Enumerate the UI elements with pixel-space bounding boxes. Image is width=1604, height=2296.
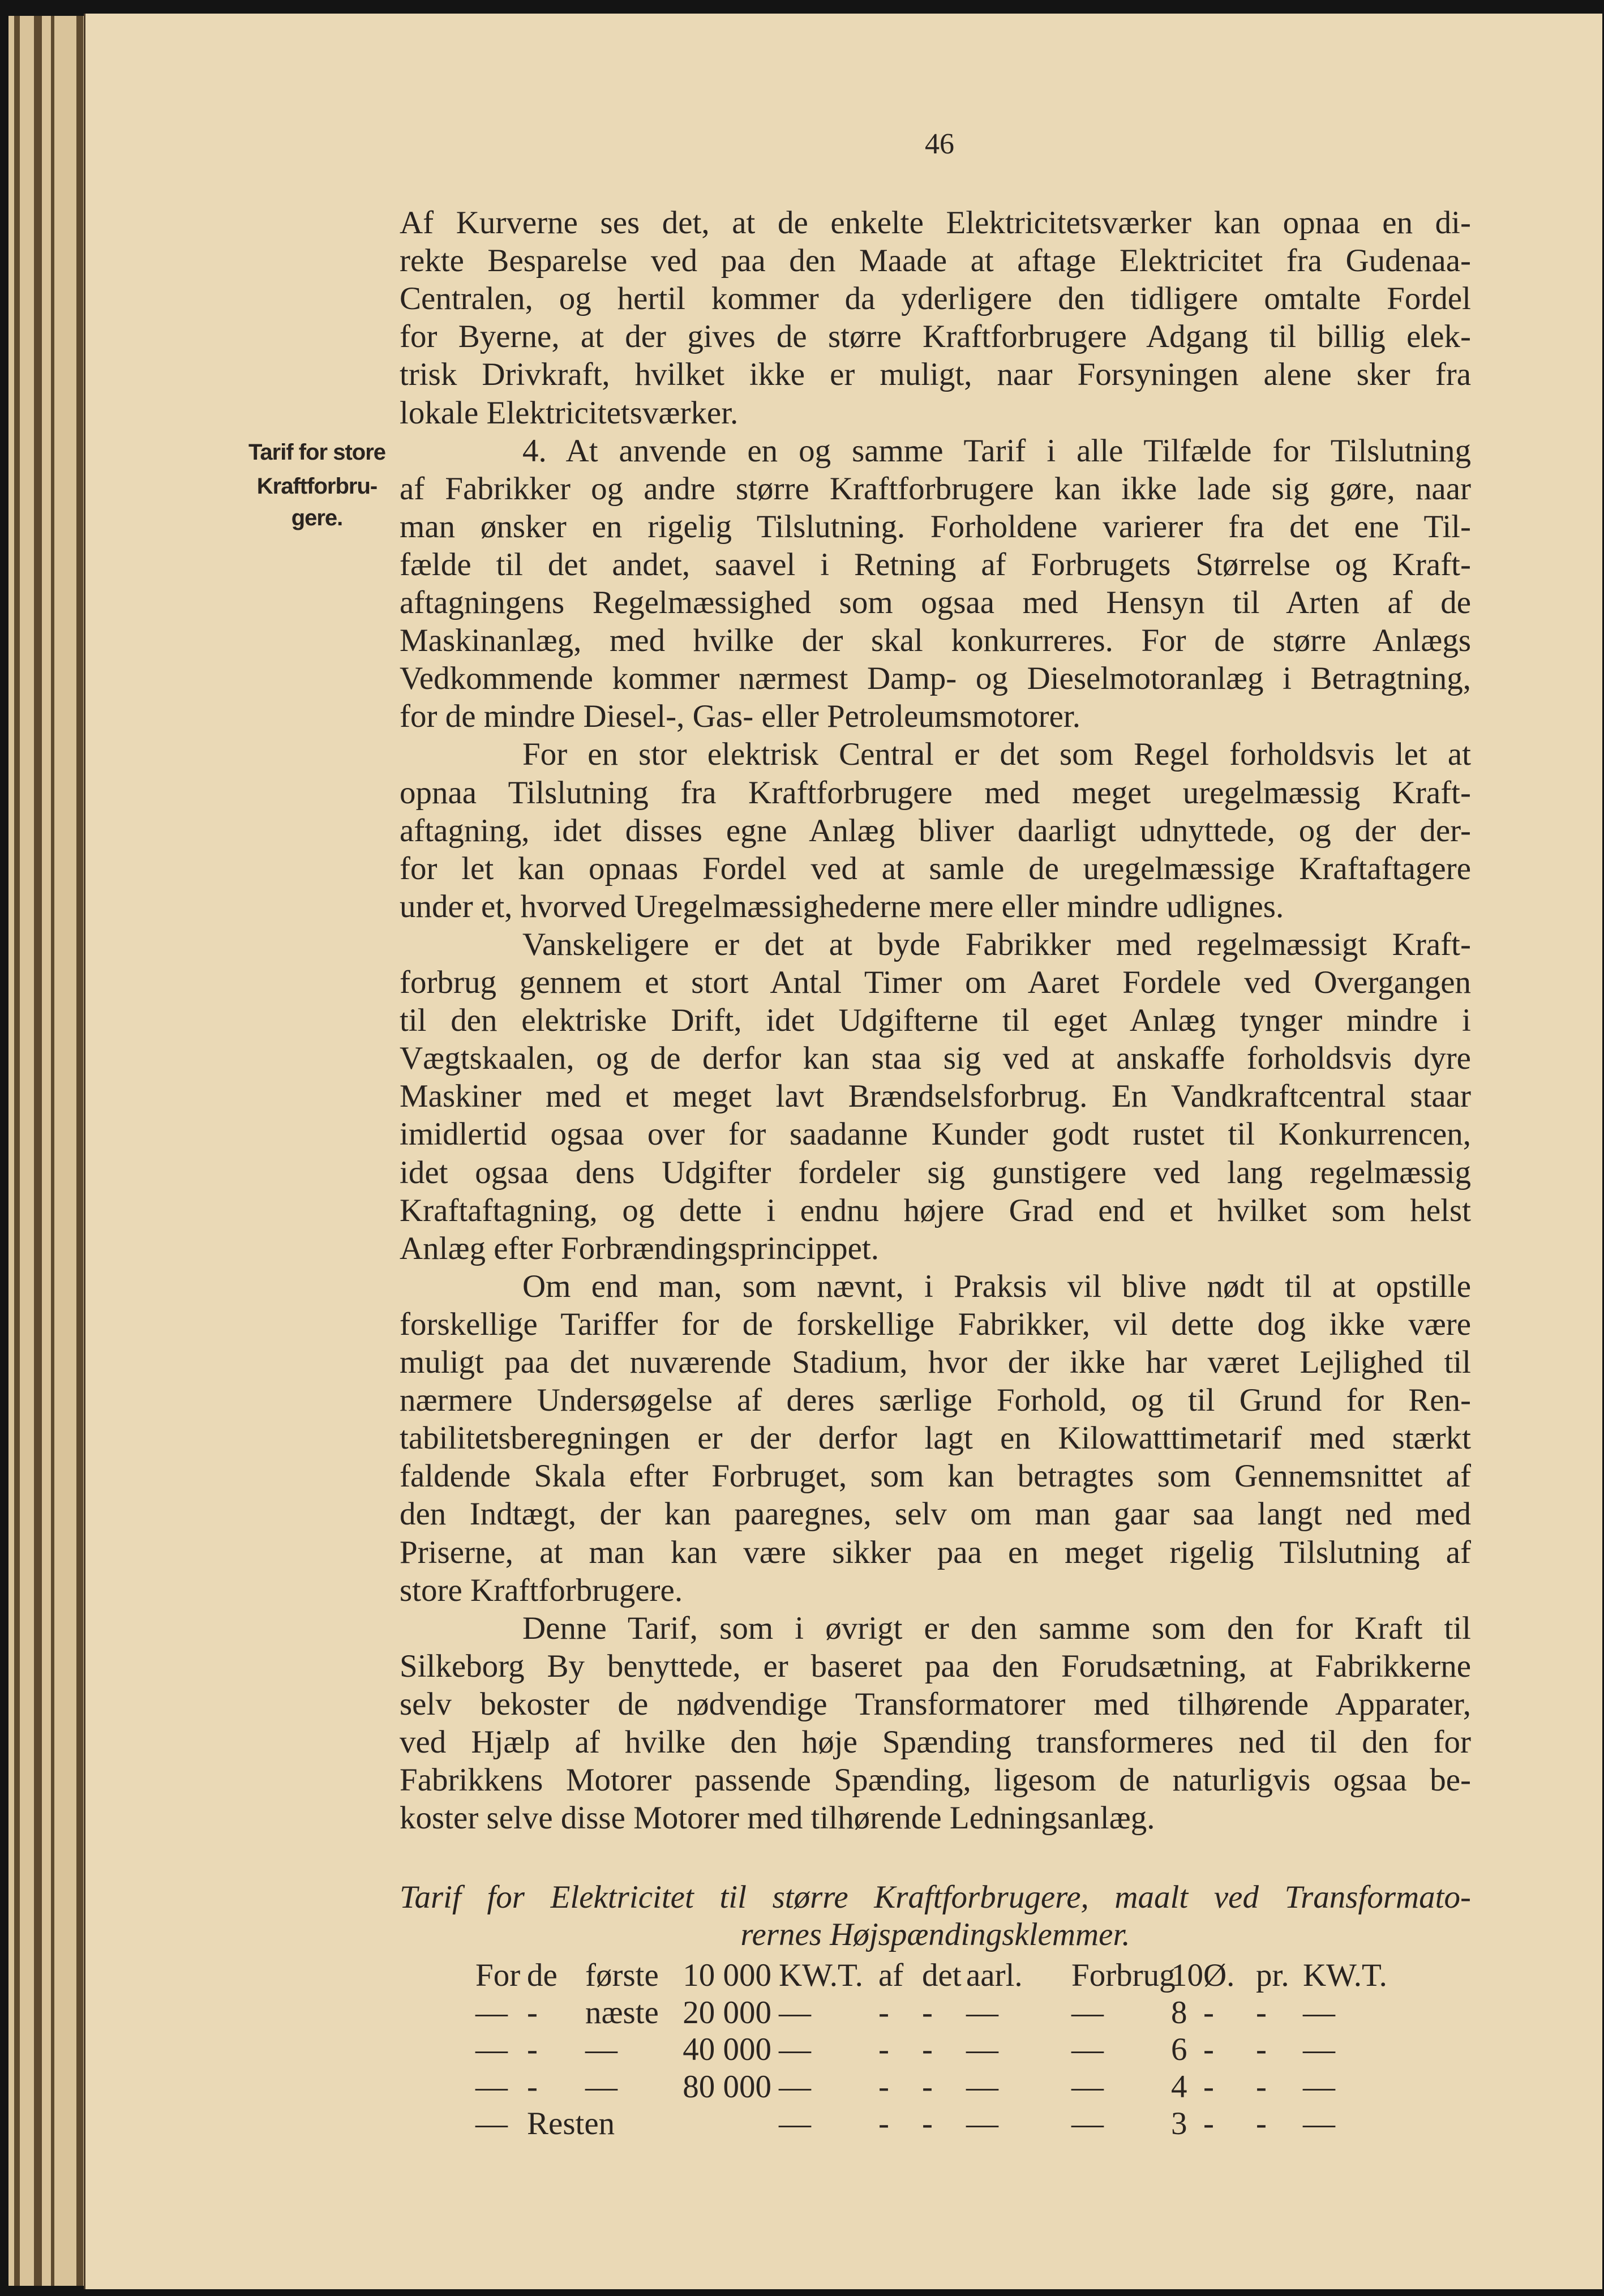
table-cell: — [966, 2032, 998, 2067]
margin-note-line: Tarif for store [248, 440, 386, 465]
table-cell: det [922, 1957, 962, 1993]
table-cell: - [878, 2068, 889, 2105]
table-cell: - [1256, 2106, 1267, 2141]
text-line: for Byerne, at der gives de større Kraftforbrugere Adgang til billig elek- [400, 319, 1471, 355]
table-cell: — [779, 1994, 811, 2031]
text-line: under et, hvorved Uregelmæssighederne mere eller mindre udlignes. [400, 888, 1284, 924]
table-cell: - [1256, 2068, 1267, 2105]
text-line: Vedkommende kommer nærmest Damp- og Dieselmotoranlæg i Betragtning, [400, 661, 1471, 697]
table-cell: næste [585, 1994, 659, 2031]
table-cell: — [475, 2068, 508, 2105]
table-cell: — [1303, 2068, 1335, 2105]
table-cell: KW.T. [779, 1957, 863, 1993]
table-cell: — [585, 2068, 617, 2105]
table-cell: Ø. [1203, 1957, 1235, 1993]
text-line: Maskiner med et meget lavt Brændselsforbrug. En Vandkraftcentral staar [400, 1078, 1471, 1115]
text-line: for de mindre Diesel-, Gas- eller Petroleumsmotorer. [400, 699, 1080, 735]
text-line: forskellige Tariffer for de forskellige Fabrikker, vil dette dog ikke være [400, 1306, 1471, 1342]
table-cell: - [1203, 2032, 1214, 2067]
table-cell: 3 [1171, 2106, 1187, 2141]
table-cell: - [922, 1994, 933, 2031]
text-line: koster selve disse Motorer med tilhørende Ledningsanlæg. [400, 1800, 1155, 1836]
table-cell: - [878, 1994, 889, 2031]
table-cell: - [1203, 2068, 1214, 2105]
table-cell: pr. [1256, 1957, 1289, 1993]
margin-note-line: Kraftforbru- [256, 474, 378, 499]
text-line: Kraftaftagning, og dette i endnu højere Grad end et hvilket som helst [400, 1192, 1471, 1228]
text-line: Fabrikkens Motorer passende Spænding, ligesom de naturligvis ogsaa be- [400, 1762, 1471, 1798]
table-cell: - [878, 2106, 889, 2141]
table-cell: — [779, 2032, 811, 2067]
text-line: lokale Elektricitetsværker. [400, 395, 739, 431]
text-line: rekte Besparelse ved paa den Maade at aftage Elektricitet fra Gudenaa- [400, 243, 1471, 279]
table-cell: — [779, 2106, 811, 2141]
text-line: selv bekoster de nødvendige Transformatorer med tilhørende Apparater, [400, 1686, 1471, 1722]
text-line: fælde til det andet, saavel i Retning af Forbrugets Størrelse og Kraft- [400, 546, 1471, 582]
page-number: 46 [925, 128, 954, 160]
table-cell: KW.T. [1303, 1957, 1387, 1993]
text-line: Denne Tarif, som i øvrigt er den samme som den for Kraft til [522, 1610, 1471, 1646]
table-cell: aarl. [966, 1957, 1023, 1993]
table-cell: - [1203, 1994, 1214, 2031]
table-cell: — [475, 1994, 508, 2031]
table-cell: - [527, 2032, 538, 2067]
text-line: opnaa Tilslutning fra Kraftforbrugere med meget uregelmæssig Kraft- [400, 774, 1471, 811]
table-cell: — [966, 1994, 998, 2031]
table-cell: 4 [1171, 2068, 1187, 2105]
table-cell: - [922, 2032, 933, 2067]
table-cell: 8 [1171, 1994, 1187, 2031]
text-line: Af Kurverne ses det, at de enkelte Elektricitetsværker kan opnaa en di- [400, 205, 1471, 241]
text-line: Vanskeligere er det at byde Fabrikker med regelmæssigt Kraft- [522, 926, 1471, 962]
tariff-title: rernes Højspændingsklemmer. [740, 1917, 1130, 1952]
table-cell: af [878, 1957, 904, 1993]
text-line: til den elektriske Drift, idet Udgifterne til eget Anlæg tynger mindre i [400, 1003, 1471, 1039]
table-cell: - [1256, 1994, 1267, 2031]
text-line: muligt paa det nuværende Stadium, hvor der ikke har været Lejlighed til [400, 1344, 1471, 1380]
text-line: store Kraftforbrugere. [400, 1572, 683, 1608]
margin-note-line: gere. [291, 506, 343, 530]
text-line: den Indtægt, der kan paaregnes, selv om man gaar saa langt ned med [400, 1496, 1471, 1532]
table-cell: 20 000 [683, 1994, 771, 2031]
table-cell: — [966, 2106, 998, 2141]
text-line: aftagningens Regelmæssighed som ogsaa med Hensyn til Arten af de [400, 585, 1471, 620]
table-cell: - [1256, 2032, 1267, 2067]
table-cell: — [1071, 2068, 1104, 2105]
text-line: imidlertid ogsaa over for saadanne Kunder godt rustet til Konkurrencen, [400, 1116, 1471, 1153]
table-cell: Forbrug [1071, 1957, 1176, 1993]
text-line: af Fabrikker og andre større Kraftforbrugere kan ikke lade sig gøre, naar [400, 470, 1471, 507]
table-cell: - [1203, 2106, 1214, 2141]
text-line: ved Hjælp af hvilke den høje Spænding transformeres ned til den for [400, 1724, 1471, 1760]
table-cell: første [585, 1957, 659, 1993]
table-cell: - [527, 1994, 538, 2031]
table-cell [658, 2105, 771, 2143]
table-cell: — [1071, 2032, 1104, 2067]
table-cell: — [1303, 1994, 1335, 2031]
text-line: faldende Skala efter Forbruget, som kan betragtes som Gennemsnittet af [400, 1458, 1471, 1494]
text-line: Centralen, og hertil kommer da yderligere den tidligere omtalte Fordel [400, 281, 1471, 317]
text-line: tabilitetsberegningen er der derfor lagt en Kilowatttimetarif med stærkt [400, 1420, 1471, 1457]
table-cell: — [585, 2032, 617, 2067]
text-line: Anlæg efter Forbrændingsprincippet. [400, 1230, 879, 1266]
text-line: Vægtskaalen, og de derfor kan staa sig ved at anskaffe forholdsvis dyre [400, 1040, 1471, 1077]
table-cell: - [922, 2106, 933, 2141]
text-line: Maskinanlæg, med hvilke der skal konkurreres. For de større Anlægs [400, 623, 1471, 659]
tariff-title: Tarif for Elektricitet til større Kraftforbrugere, maalt ved Transformato- [400, 1879, 1471, 1915]
text-line: 4. At anvende en og samme Tarif i alle Tilfælde for Tilslutning [522, 432, 1471, 469]
table-cell: 80 000 [683, 2068, 771, 2105]
text-line: Priserne, at man kan være sikker paa en meget rigelig Tilslutning af [400, 1534, 1471, 1570]
stacked-page-edges [8, 16, 88, 2286]
text-line: man ønsker en rigelig Tilslutning. Forholdene varierer fra det ene Til- [400, 508, 1471, 545]
table-cell: — [1071, 2106, 1104, 2141]
text-line: for let kan opnaas Fordel ved at samle de uregelmæssige Kraftaftagere [400, 850, 1471, 886]
text-line: forbrug gennem et stort Antal Timer om Aaret Fordele ved Overgangen [400, 965, 1471, 1000]
table-cell: - [878, 2032, 889, 2067]
text-line: For en stor elektrisk Central er det som Regel forholdsvis let at [522, 736, 1471, 773]
text-line: Om end man, som nævnt, i Praksis vil blive nødt til at opstille [522, 1268, 1471, 1304]
table-cell: 10 000 [683, 1957, 771, 1993]
table-cell: 6 [1171, 2032, 1187, 2067]
table-cell: 10 [1171, 1957, 1203, 1993]
table-cell: For [475, 1957, 521, 1993]
table-cell: — [1071, 1994, 1104, 2031]
text-line: trisk Drivkraft, hvilket ikke er muligt, naar Forsyningen alene sker fra [400, 357, 1471, 393]
text-line: Silkeborg By benyttede, er baseret paa den Forudsætning, at Fabrikkerne [400, 1648, 1471, 1684]
table-cell: — [966, 2068, 998, 2105]
table-cell: - [527, 2068, 538, 2105]
text-line: aftagning, idet disses egne Anlæg bliver daarligt udnyttede, og der der- [400, 812, 1471, 849]
table-cell: — [1303, 2032, 1335, 2067]
table-cell: - [922, 2068, 933, 2105]
table-cell: — [1303, 2106, 1335, 2141]
table-cell: 40 000 [683, 2032, 771, 2067]
table-cell: Resten [527, 2106, 615, 2141]
text-line: idet ogsaa dens Udgifter fordeler sig gunstigere ved lang regelmæssig [400, 1154, 1471, 1190]
table-cell: — [779, 2068, 811, 2105]
text-line: nærmere Undersøgelse af deres særlige Forhold, og til Grund for Ren- [400, 1382, 1471, 1419]
table-cell: de [527, 1957, 557, 1993]
table-cell: — [475, 2106, 508, 2141]
table-cell: — [475, 2032, 508, 2067]
